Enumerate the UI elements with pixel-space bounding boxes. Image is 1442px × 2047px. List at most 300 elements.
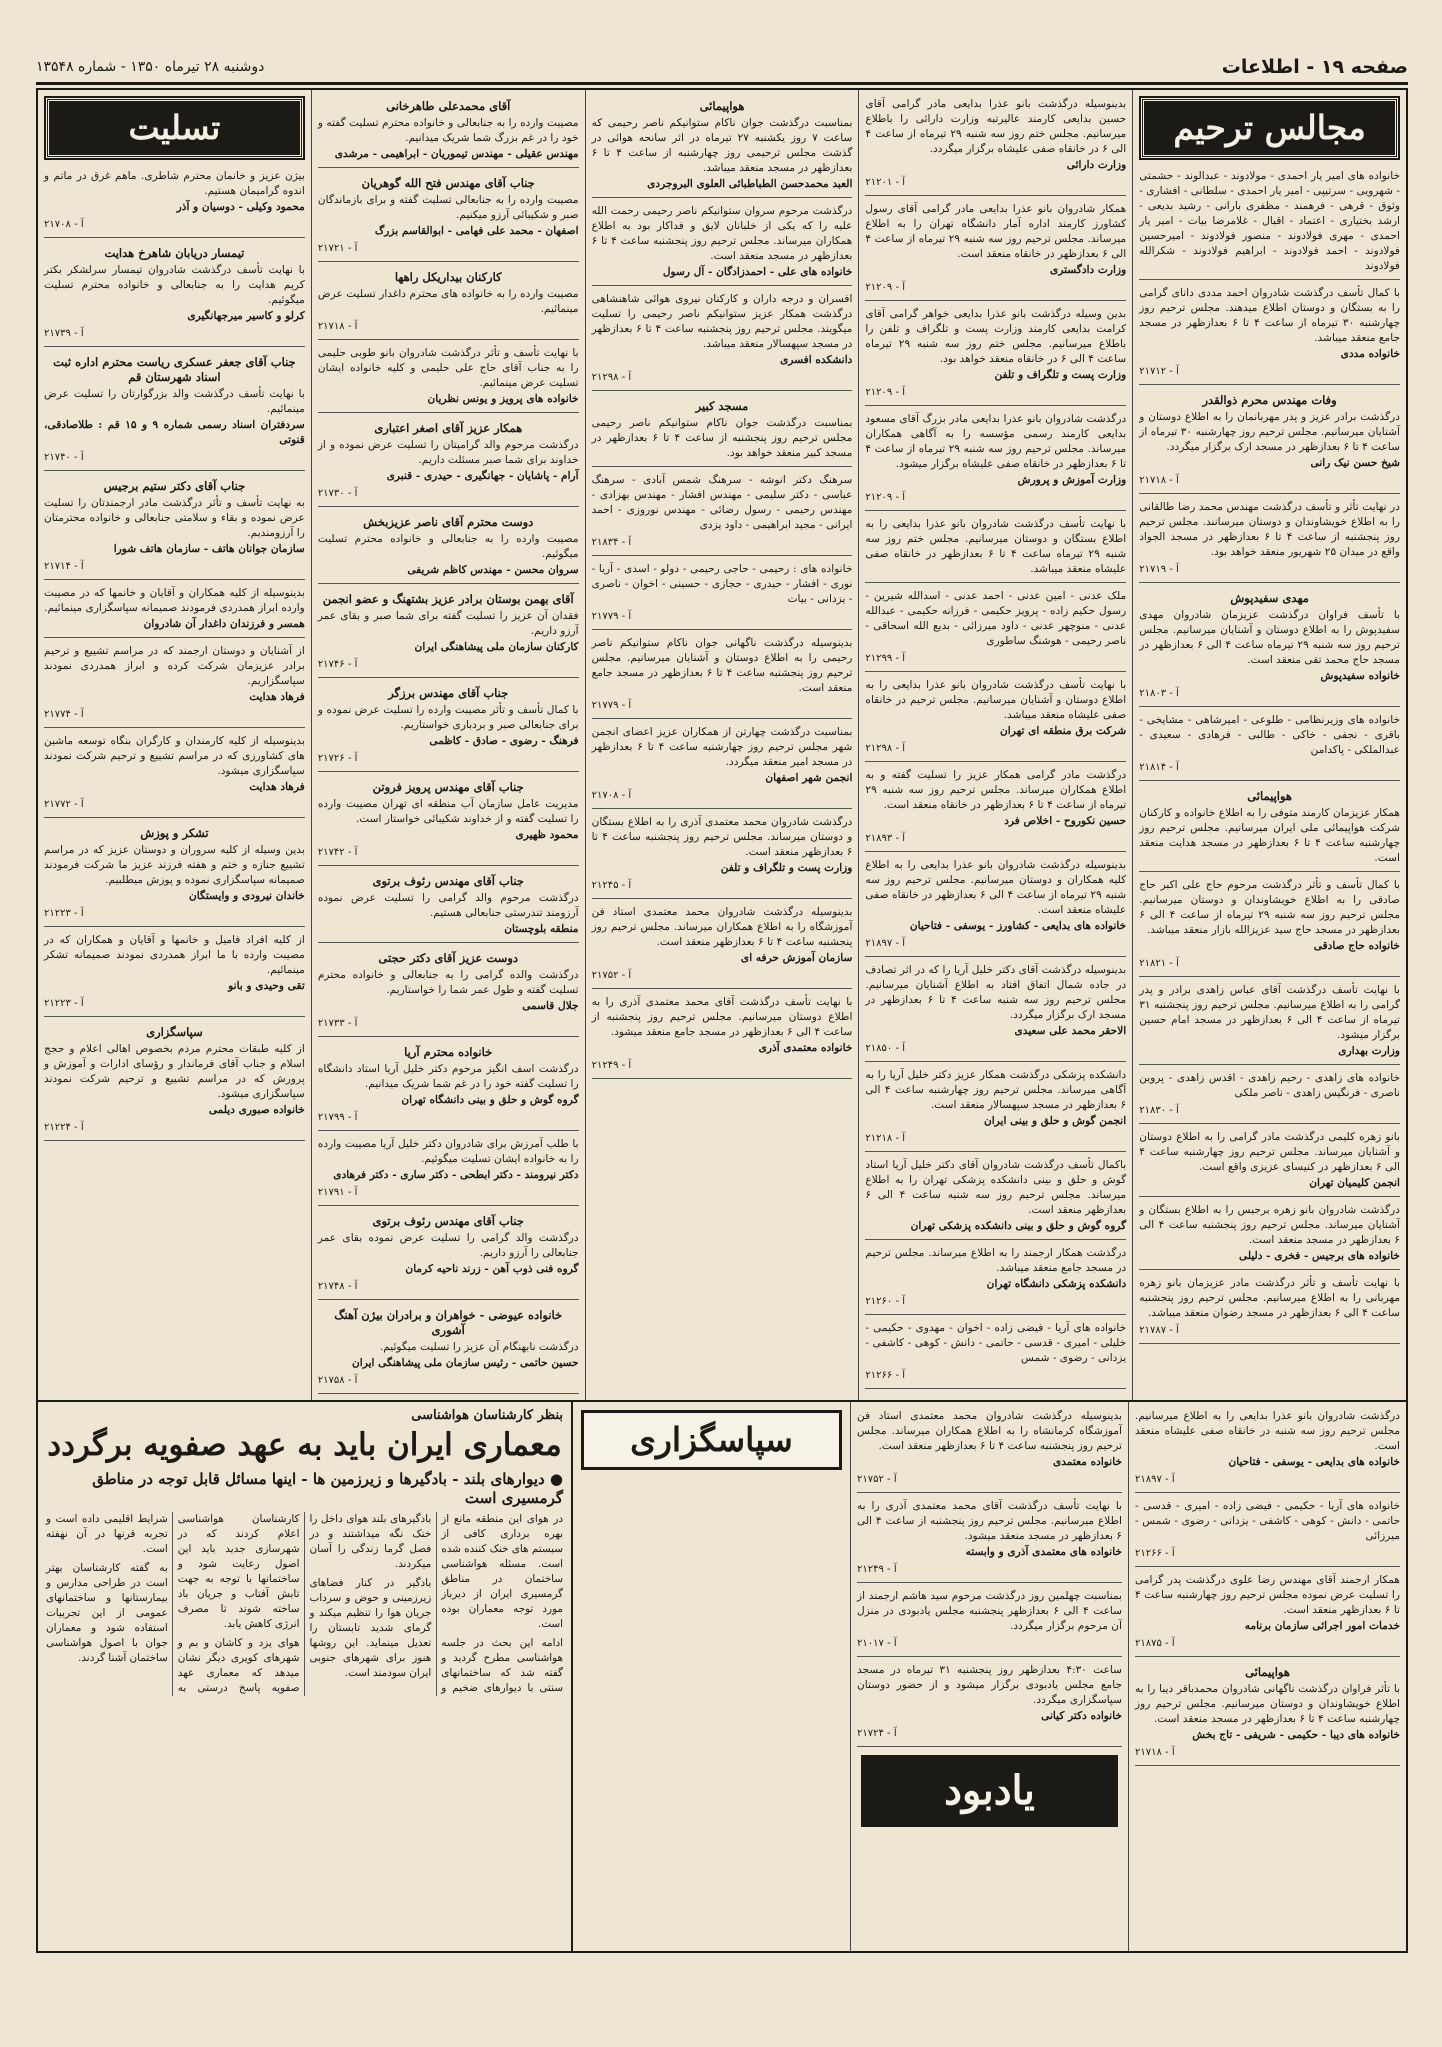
notice-signature: وزارت بهداری (1338, 1045, 1400, 1057)
bottom-columns (573, 1402, 1406, 1951)
notice-title: خانواده محترم آریا (404, 1045, 493, 1059)
notice (865, 1243, 1126, 1315)
notice-signature: خانواده مددی (1340, 348, 1400, 360)
notice-body: مصیبت وارده را به جنابعالی و خانواده محترم تسلیت گفته و خود را در غم بزرگ شما شریک میدانیم. (317, 117, 579, 144)
column-2-notices (865, 94, 1126, 1389)
notice-body: بدینوسیله درگذشت شادروان محمد معتمدی استاد فن آموزشگاه را به اطلاع همکاران میرساند. مجلس ترحیم روز پنجشنبه ساعت ۴ تا ۶ بعدازظهر منعقد است. (591, 906, 853, 948)
notice-signature: خانواده صبوری دیلمی (208, 1104, 305, 1116)
notice-code: آ - ۲۱۷۵۲ (857, 1474, 897, 1485)
notice (1139, 1200, 1400, 1270)
notice-code: آ - ۲۱۷۳۳ (317, 1018, 358, 1029)
notice (318, 1303, 579, 1394)
notice (592, 633, 853, 719)
article-paragraph: در هوای این منطقه مانع از بهره برداری کافی از سیستم های خنک کننده شده است. مسئله هواشناسی ساختمان در مناطق گرمسیری ایران از دیرباز مورد توجه معماران بوده است. (441, 1513, 563, 1630)
notice-code: آ - ۲۱۸۲۱ (1139, 958, 1179, 969)
notice-code: آ - ۲۱۷۴۰ (44, 452, 84, 463)
notice-code: آ - ۲۱۷۲۱ (317, 243, 358, 254)
notice (1139, 283, 1400, 385)
notice-signature: گروه گوش و حلق و بینی دانشگاه تهران (401, 1094, 579, 1106)
notice (1139, 710, 1400, 781)
notice-body: درگذشت مرحوم والد گرامی را تسلیت عرض نموده آرزومند تندرستی جنابعالی هستیم. (317, 892, 579, 919)
notice-code: آ - ۲۱۲۰۱ (865, 177, 906, 188)
notice (44, 821, 305, 927)
notice-title: آقای بهمن بوستان برادر عزیز بشتهنگ و عضو انجمن (322, 592, 574, 606)
column-5 (38, 90, 311, 1400)
notice-signature: خانواده سفیدپوش (1320, 670, 1400, 682)
notice-code: آ - ۲۱۲۱۸ (865, 1133, 906, 1144)
notice-body: درگذشت والده گرامی را به جنابعالی و خانواده محترم تسلیت گفته و طول عمر شما را خواستاریم. (317, 969, 579, 996)
page-frame (36, 88, 1408, 1953)
notice-code: آ - ۲۱۸۵۰ (865, 1043, 906, 1054)
notice-body: بمناسبت درگذشت جوان ناکام ستوانیکم ناصر رحیمی که ساعت ۷ روز یکشنبه ۲۷ تیرماه در اثر سانحه هوائی در گذشت مجلس ترحیمی روز چهارشنبه از ساعت ۴ تا ۶ بعدازظهر در مسجد منعقد میباشد. (591, 117, 853, 174)
notice-title: هواپیمائی (699, 99, 745, 113)
notice-code: آ - ۲۱۲۲۴ (44, 1122, 84, 1133)
notice-signature: منطقه بلوچستان (504, 923, 579, 935)
notice-signature: وزارت پست و تلگراف و تلفن (720, 862, 853, 874)
notice (865, 94, 1126, 196)
notice (865, 1318, 1126, 1389)
notice (592, 94, 853, 198)
notice (865, 1065, 1126, 1152)
column-1-notices (1139, 166, 1400, 1344)
notice-signature: کارکنان سازمان ملی پیشاهنگی ایران (414, 641, 579, 653)
notice-code: آ - ۲۱۸۱۴ (1139, 762, 1179, 773)
notice-signature: خانواده های برجیس - فخری - دلیلی (1238, 1250, 1400, 1262)
notice (865, 960, 1126, 1062)
notice (318, 265, 579, 340)
notice-signature: وزارت پست و تلگراف و تلفن (994, 369, 1127, 381)
notice-body: درگذشت شادروان بانو زهره برجیس را به اطلاع بستگان و آشنایان میرساند. مجلس ترحیم روز پنجشنبه ساعت ۴ الی ۶ بعدازظهر در مسجد منعقد است. (1139, 1204, 1400, 1246)
notice-signature: خانواده های علی - احمدزادگان - آل رسول (662, 266, 853, 278)
notice-body: در نهایت تأثر و تأسف درگذشت مهندس محمد رضا طالقانی را به اطلاع خویشاوندان و دوستان میرسانند. مجلس ترحیم روز پنجشنبه از ساعت ۴ تا ۶ بعدازظهر در مسجد الجواد واقع در میدان ۲۵ شهریور منعقد خواهد بود. (1139, 501, 1400, 558)
notice-body: با تأسف فراوان درگذشت عزیزمان شادروان مهدی سفیدپوش را به اطلاع دوستان و آشنایان میرسانیم. مجلس ترحیم روز سه شنبه ۲۹ تیرماه ساعت ۴ الی ۶ بعدازظهر در مسجد حاج محمد تقی منعقد است. (1139, 609, 1400, 666)
notice-body: افسران و درجه داران و کارکنان نیروی هوائی شاهنشاهی درگذشت همکار عزیز ستوانیکم ناصر رحیمی را تسلیت میگویند. مجلس ترحیم روز پنجشنبه ساعت ۴ تا ۶ بعدازظهر در مسجد سپهسالار منعقد میباشد. (591, 293, 853, 350)
notice-body: بدینوسیله از کلیه کارمندان و کارگران بنگاه توسعه ماشین های کشاورزی که در مراسم تشییع و ترحیم شرکت نمودند سپاسگزاری میشود. (44, 735, 305, 777)
notice-body: درگذشت مرحوم سروان ستوانیکم ناصر رحیمی رحمت الله علیه را که یکی از خلبانان لایق و فداکار بود به اطلاع همکاران میرساند. مجلس ترحیم روز پنجشنبه ساعت ۴ تا ۶ بعدازظهر در مسجد منعقد است. (591, 205, 853, 262)
article-paragraph: هوای یزد و کاشان و بم و شهرهای کویری دیگر نشان میدهد که معماری عهد صفویه پاسخ درستی به شرایط اقلیمی داده است و تجربه قرنها در آن نهفته است. (46, 1513, 300, 1694)
notice-code: آ - ۲۱۲۶۰ (865, 1296, 906, 1307)
notice (865, 675, 1126, 762)
notice-signature: سازمان جوانان هاتف - سازمان هاتف شورا (113, 543, 305, 555)
notice-signature: خانواده حاج صادقی (1313, 940, 1400, 952)
notice-body: ملک عدنی - امین عدنی - احمد عدنی - اسدالله شیرین - رسول حکیم زاده - پرویز حکیمی - فرزانه حکیمی - عبدالله عدنی - منوچهر عدنی - داود میرزائی - بدیع الله اسحاقی - ناصر رحیمی - هوشنگ ساطوری (865, 590, 1127, 647)
notice-title: تیمسار دریابان شاهرخ هدایت (104, 246, 245, 260)
notice-title: جناب آقای مهندس رئوف برتوی (372, 1214, 524, 1228)
notice-signature: گروه گوش و حلق و بینی دانشکده پزشکی تهران (910, 1220, 1127, 1232)
notice (865, 855, 1126, 957)
notice-body: بدینوسیله درگذشت شادروان بانو عذرا بدایعی را به اطلاع کلیه همکاران و دوستان میرسانیم. مجلس ترحیم روز سه شنبه ۲۹ تیرماه از ساعت ۴ الی ۶ بعدازظهر در خانقاه صفی علیشاه منعقد است. (865, 859, 1127, 916)
notice-code: آ - ۲۱۲۹۸ (865, 743, 906, 754)
notice-body: درگذشت برادر عزیز و پدر مهربانمان را به اطلاع دوستان و آشنایان میرسانیم. مجلس ترحیم روز چهارشنبه ۳۰ تیرماه از ساعت ۴ تا ۶ بعدازظهر در مسجد ارک برگزار میگردد. (1139, 411, 1400, 453)
notice-signature: العبد محمدحسن الطباطبائی العلوی البروجردی (647, 178, 853, 190)
bottom-column-1-notices (1135, 1406, 1400, 1766)
top-columns (38, 90, 1406, 1400)
column-3-notices (592, 94, 853, 1079)
notice (1135, 1496, 1400, 1567)
notice-signature: گروه فنی ذوب آهن - زرند ناحیه کرمان (405, 1263, 579, 1275)
column-5-notices (44, 166, 305, 1141)
notice-body: با کمال تأسف و تأثر درگذشت مرحوم حاج علی اکبر حاج صادقی را به اطلاع خویشاوندان و دوستان میرسانیم. مجلس ترحیم روز سه شنبه ۲۹ تیرماه از ساعت ۴ الی ۶ بعدازظهر در مسجد حاج سید عزیزالله بازار منعقد میباشد. (1139, 879, 1400, 936)
notice-code: آ - ۲۱۸۳۴ (591, 537, 632, 548)
notice-code: آ - ۲۱۲۲۳ (44, 908, 84, 919)
notice-body: با نهایت تأسف و تأثر درگذشت مادر عزیزمان بانو زهره مهربانی را به اطلاع میرسانیم. مجلس ترحیم روز پنجشنبه ساعت ۴ الی ۶ بعدازظهر در مسجد رضوان منعقد میباشد. (1139, 1277, 1400, 1319)
notice-signature: انجمن کلیمیان تهران (1309, 1177, 1400, 1189)
notice-body: با نهایت تأسف درگذشت شادروان بانو عذرا بدایعی را به اطلاع بستگان و دوستان میرسانیم. مجلس ختم روز سه شنبه ۲۹ تیرماه ساعت ۴ تا ۶ بعدازظهر در خانقاه صفی علیشاه منعقد میباشد. (865, 518, 1127, 575)
notice (44, 1020, 305, 1141)
notice-body: با نهایت تأسف و تأثر درگذشت شادروان بانو طوبی حلیمی را به جناب آقای حاج علی حلیمی و کلیه خانواده ایشان تسلیت عرض مینمائیم. (317, 347, 579, 389)
notice-body: خانواده های وزیرنظامی - طلوعی - امیرشاهی - مشایخی - باقری - نجفی - خاکی - طالبی - فرهادی - سعیدی - عبدالملکی - پاکدامن (1139, 714, 1400, 756)
notice-body: با نهایت تأسف درگذشت شادروان بانو عذرا بدایعی را به اطلاع دوستان و آشنایان میرسانیم. مجلس ترحیم در خانقاه صفی علیشاه منعقد میباشد. (865, 679, 1127, 721)
notice (1139, 388, 1400, 494)
notice-body: بمناسبت درگذشت جوان ناکام ستوانیکم ناصر رحیمی مجلس ترحیم روز پنجشنبه از ساعت ۴ تا ۶ بعدازظهر در مسجد کبیر منعقد خواهد بود. (591, 417, 853, 459)
article-kicker: بنظر کارشناسان هواشناسی (411, 1408, 563, 1423)
notice-code: آ - ۲۱۲۲۳ (44, 998, 84, 1009)
bottom-column-2 (850, 1402, 1128, 1951)
notice-title: جناب آقای مهندس برزگر (388, 686, 509, 700)
notice-body: سرهنگ دکتر انوشه - سرهنگ شمس آبادی - سرهنگ عباسی - دکتر سلیمی - مهندس افشار - مهندس بهزادی - مهندس رحیمی - رسول رضائی - مهندس نوروزی - احمد ایرانی - مجید ابراهیمی - داود یزدی (591, 474, 853, 531)
notice (44, 583, 305, 638)
notice-code: آ - ۲۱۲۰۹ (865, 282, 906, 293)
notice (318, 1209, 579, 1300)
notice-signature: وزارت دادگستری (1050, 264, 1127, 276)
bottom-column-3 (573, 1402, 850, 1951)
notice-body: بدینوسیله درگذشت بانو عذرا بدایعی مادر گرامی آقای حسین بدایعی کارمند عالیرتبه وزارت دارائی را باطلاع میرسانیم. مجلس ختم روز سه شنبه ۲۹ تیرماه از ساعت ۴ الی ۶ در خانقاه صفی علیشاه برگزار میگردد. (865, 98, 1127, 155)
notice-signature: خانواده معتمدی آذری (758, 1042, 853, 1054)
notice (592, 902, 853, 989)
notice (865, 765, 1126, 852)
notice-body: دانشکده پزشکی درگذشت همکار عزیز دکتر خلیل آریا را به آگاهی میرساند. مجلس ترحیم روز چهارشنبه ساعت ۴ الی ۶ بعدازظهر در مسجد سپهسالار منعقد است. (865, 1069, 1127, 1111)
notice-body: با کمال تأسف و تأثر مصیبت وارده را تسلیت عرض نموده و برای جنابعالی صبر و بردباری خواستاریم. (317, 704, 579, 731)
notice (44, 166, 305, 238)
notice-code: آ - ۲۱۷۹۱ (317, 1187, 358, 1198)
notice-title: جناب آقای جعفر عسکری ریاست محترم اداره ثبت اسناد شهرستان قم (53, 355, 296, 384)
notice-signature: وزارت دارائی (1066, 159, 1127, 171)
notice (865, 1155, 1126, 1240)
notice-body: بدینوسیله درگذشت آقای دکتر خلیل آریا را که در اثر تصادف در جاده شمال اتفاق افتاد به اطلاع آشنایان میرسانیم. مجلس ترحیم روز سه شنبه ساعت ۴ تا ۶ بعدازظهر در مسجد ارک برگزار میگردد. (865, 964, 1127, 1021)
notice-body: مصیبت وارده را به جنابعالی و خانواده محترم تسلیت میگوئیم. (317, 533, 579, 560)
notice-code: آ - ۲۱۷۲۶ (317, 753, 358, 764)
notice-signature: فرهاد هدایت (249, 691, 305, 703)
notice-title: دوست عزیز آقای دکتر حجتی (378, 951, 518, 965)
page-header (36, 52, 1408, 85)
notice-signature: تقی وحیدی و بانو (228, 980, 305, 992)
notice (1135, 1570, 1400, 1657)
notice (44, 731, 305, 818)
notice-code: آ - ۲۱۷۲۴ (857, 1728, 897, 1739)
notice-title: وفات مهندس محرم ذوالقدر (1202, 393, 1337, 407)
notice-code: آ - ۲۱۲۴۵ (591, 880, 632, 891)
notice-title: همکار عزیز آقای اصغر اعتباری (374, 421, 523, 435)
notice (318, 775, 579, 866)
notice-signature: فرهاد هدایت (249, 781, 305, 793)
notice-code: آ - ۲۱۷۳۹ (44, 328, 84, 339)
notice-body: درگذشت شادروان بانو عذرا بدایعی را به اطلاع میرسانیم. مجلس ترحیم روز سه شنبه در خانقاه صفی علیشاه منعقد است. (1135, 1410, 1400, 1452)
notice (1139, 980, 1400, 1065)
notice-signature: خانواده های بدایعی - کشاورز - یوسفی - فتاحیان (909, 920, 1127, 932)
notice-body: همکار عزیزمان کارمند متوفی را به اطلاع خانواده و کارکنان شرکت هواپیمائی ملی ایران میرسانیم. مجلس ترحیم روز چهارشنبه ساعت ۴ تا ۶ بعدازظهر در مسجد هدایت منعقد است. (1139, 807, 1400, 864)
notice (865, 586, 1126, 672)
notice-body: مصیبت وارده را به خانواده های محترم داغدار تسلیت عرض مینمائیم. (317, 288, 579, 315)
notice-body: مدیریت عامل سازمان آب منطقه ای تهران مصیبت وارده را تسلیت گفته و از خداوند شکیبائی خواستار است. (317, 798, 579, 825)
notice (44, 241, 305, 347)
notice (318, 171, 579, 262)
notice-title: جناب آقای دکتر ستیم برجیس (103, 479, 246, 493)
notice-code: آ - ۲۱۷۳۰ (317, 488, 358, 499)
notice-signature: حسین حاتمی - رئیس سازمان ملی پیشاهنگی ایران (352, 1357, 579, 1369)
notice-signature: فرهنگ - رضوی - صادق - کاظمی (429, 735, 579, 747)
notice-title: خانواده عیوضی - خواهران و برادران بیژن آهنگ آشوری (334, 1308, 563, 1337)
notice-body: درگذشت اسف انگیز مرحوم دکتر خلیل آریا استاد دانشگاه را تسلیت گفته خود را در غم شما شریک میدانیم. (317, 1063, 579, 1090)
notice (318, 946, 579, 1037)
notice-body: از کلیه افراد فامیل و خانمها و آقایان و همکاران که در مصیبت وارده با ما ابراز همدردی نمودند صمیمانه تشکر مینمائیم. (44, 934, 305, 976)
notice (857, 1496, 1122, 1583)
notice-signature: کرلو و کاسیر میرجهانگیری (187, 310, 305, 322)
notice-signature: انجمن شهر اصفهان (765, 772, 853, 784)
article-paragraph: بادگیر در کنار فضاهای زیرزمینی و حوض و سرداب جریان هوا را تنظیم میکند و گرمای شدید تابستان را تعدیل مینماید. این روشها هنوز برای شهرهای جنوبی ایران سودمند است. (309, 1577, 432, 1679)
notice-signature: انجمن گوش و حلق و بینی ایران (983, 1115, 1127, 1127)
notice-signature: محمود ظهیری (515, 829, 579, 841)
notice-signature: شیخ حسن نیک رانی (1310, 457, 1400, 469)
notice-title: کارکنان بیداریکل راهها (394, 270, 502, 284)
yadbood-banner: یادبود (861, 1755, 1118, 1827)
notice-body: با طلب آمرزش برای شادروان دکتر خلیل آریا مصیبت وارده را به خانواده ایشان تسلیت میگوئیم. (317, 1138, 579, 1165)
notice-title: جناب آقای مهندس فتح الله گوهریان (361, 176, 535, 190)
notice-code: آ - ۲۱۸۰۳ (1139, 688, 1179, 699)
notice-body: با نهایت تأسف درگذشت آقای عباس زاهدی برادر و پدر گرامی را به اطلاع میرسانیم. مجلس ترحیم روز پنجشنبه ۳۱ تیرماه از ساعت ۴ الی ۶ بعدازظهر در مسجد امام حسین برگزار میشود. (1139, 984, 1400, 1041)
notice-code: آ - ۲۱۷۴۸ (317, 1281, 358, 1292)
notice (857, 1660, 1122, 1747)
notice-code: آ - ۲۱۷۰۸ (591, 790, 632, 801)
notice-code: آ - ۲۱۰۱۷ (857, 1638, 897, 1649)
notice (1139, 497, 1400, 583)
notice (318, 416, 579, 507)
notice-body: با نهایت تأسف درگذشت شادروان تیمسار سرلشکر بکتر کریم هدایت را به جنابعالی و خانواده محترم تسلیت میگوئیم. (44, 264, 305, 306)
notice-signature: الاحقر محمد علی سعیدی (1014, 1025, 1127, 1037)
bottom-section (38, 1400, 1406, 1951)
notice-code: آ - ۲۱۷۱۲ (1139, 366, 1179, 377)
notice-code: آ - ۲۱۷۵۲ (591, 970, 632, 981)
notice-code: آ - ۲۱۲۶۶ (865, 1370, 906, 1381)
notice-code: آ - ۲۱۷۱۸ (317, 321, 358, 332)
notice-code: آ - ۲۱۷۸۷ (1139, 1325, 1179, 1336)
notice-code: آ - ۲۱۷۰۸ (44, 219, 84, 230)
notice-body: خانواده های آریا - فیضی زاده - اخوان - مهدوی - حکیمی - خلیلی - امیری - قدسی - حاتمی - دانش - کوهی - کاشفی - یزدانی - رضوی - شمس (865, 1322, 1127, 1364)
notice (318, 681, 579, 772)
notice-body: با تأثر فراوان درگذشت ناگهانی شادروان محمدباقر دیبا را به اطلاع خویشاوندان و دوستان میرسانیم. مجلس ترحیم روز چهارشنبه ساعت ۴ تا ۶ بعدازظهر در مسجد منعقد است. (1135, 1683, 1400, 1725)
notice (1139, 586, 1400, 707)
bottom-column-1 (1128, 1402, 1406, 1951)
notice (592, 201, 853, 286)
notice (592, 289, 853, 391)
taslit-banner: تسلیت (46, 98, 303, 158)
notice-body: با نهایت تأسف درگذشت آقای محمد معتمدی آذری را به اطلاع میرسانیم. مجلس ترحیم روز پنجشنبه از ساعت ۴ الی ۶ بعدازظهر در مسجد منعقد میشود. (857, 1500, 1123, 1542)
notice-code: آ - ۲۱۲۴۹ (591, 1060, 632, 1071)
notice-code: آ - ۲۱۸۹۷ (1135, 1474, 1175, 1485)
notice-body: همکار ارجمند آقای مهندس رضا علوی درگذشت پدر گرامی را تسلیت عرض نموده مجلس ترحیم روز چهارشنبه ساعت ۴ تا ۶ بعدازظهر منعقد است. (1135, 1574, 1400, 1616)
notice-body: فقدان آن عزیز را تسلیت گفته برای شما صبر و بقای عمر آرزو داریم. (317, 610, 579, 637)
notice-signature: آرام - پاشایان - جهانگیری - حیدری - قنبری (386, 470, 579, 482)
notice-signature: خانواده های پرویز و یونس نظریان (427, 393, 579, 405)
notice-body: به نهایت تأسف و تأثر درگذشت مادر ارجمندتان را تسلیت عرض نموده و بقاء و سلامتی جنابعالی و خانواده محترمتان را آرزومندیم. (44, 497, 305, 539)
notice-body: درگذشت والد گرامی را تسلیت عرض نموده بقای عمر جنابعالی را آرزو داریم. (317, 1232, 579, 1259)
notice-body: بیژن عزیز و خانمان محترم شاطری. ماهم غرق در ماتم و اندوه گرامیمان هستیم. (44, 170, 305, 197)
notice-code: آ - ۲۱۷۷۹ (591, 700, 632, 711)
article-subhead: ● دیوارهای بلند - بادگیرها و زیرزمین ها - اینها مسائل قابل توجه در مناطق گرمسیری است (92, 1470, 563, 1507)
notice-code: آ - ۲۱۷۴۶ (317, 659, 358, 670)
notice-body: بدین وسیله درگذشت بانو عذرا بدایعی خواهر گرامی آقای کرامت بدایعی کارمند وزارت پست و تلگراف و تلفن را باطلاع میرسانیم. مجلس ختم روز سه شنبه ۲۹ تیرماه ساعت ۴ الی ۶ در خانقاه منعقد خواهد بود. (865, 308, 1127, 365)
notice-signature: مهندس عقیلی - مهندس تیموریان - ابراهیمی - مرشدی (334, 148, 579, 160)
notice (592, 470, 853, 556)
notice (592, 559, 853, 630)
notice-body: مصیبت وارده را به جنابعالی تسلیت گفته و برای بازماندگان صبر و شکیبائی آرزو میکنیم. (317, 194, 579, 221)
notice-signature: اصفهان - محمد علی فهامی - ابوالقاسم بزرگ (374, 225, 579, 237)
notice-body: بدینوسیله درگذشت ناگهانی جوان ناکام ستوانیکم ناصر رحیمی را به اطلاع دوستان و آشنایان میرسانیم. مجلس ترحیم روز پنجشنبه ساعت ۴ تا ۶ بعدازظهر در مسجد جامع منعقد است. (591, 637, 853, 694)
notice-signature: دانشکده افسری (780, 354, 853, 366)
notice (318, 1134, 579, 1206)
notice-body: خانواده های آریا - حکیمی - فیضی زاده - امیری - قدسی - حاتمی - دانش - کوهی - کاشفی - یزدانی - رضوی - شمس - میرزائی (1135, 1500, 1400, 1542)
architecture-article (38, 1402, 573, 1951)
notice-title: جناب آقای مهندس رئوف برتوی (372, 874, 524, 888)
notice-code: آ - ۲۱۷۷۲ (44, 799, 84, 810)
notice (1139, 166, 1400, 280)
notice (1139, 875, 1400, 977)
sepas-banner: سپاسگزاری (581, 1410, 842, 1470)
notice-code: آ - ۲۱۲۰۹ (865, 387, 906, 398)
notice-body: باکمال تأسف درگذشت شادروان آقای دکتر خلیل آریا استاد گوش و حلق و بینی دانشکده پزشکی تهران را به اطلاع میرساند. مجلس ترحیم روز سه شنبه ساعت ۴ الی ۶ بعدازظهر منعقد است. (865, 1159, 1127, 1216)
page-label: صفحه ۱۹ - اطلاعات (1221, 56, 1408, 78)
notice-signature: حسین نکوروح - اخلاص فرد (1004, 815, 1127, 827)
notice-body: ساعت ۴:۳۰ بعدازظهر روز پنجشنبه ۳۱ تیرماه در مسجد جامع مجلس یادبودی برگزار میشود و از حضور دوستان سپاسگزاری میگردد. (857, 1664, 1122, 1706)
notice-code: آ - ۲۱۷۴۲ (317, 847, 358, 858)
notice-code: آ - ۲۱۷۱۴ (44, 561, 84, 572)
article-paragraph: به گفته کارشناسان بهتر است در طراحی مدارس و بیمارستانها و ساختمانهای عمومی از این تجربیات استفاده شود و معماران جوان با اصول هواشناسی ساختمان آشنا گردند. (46, 1562, 168, 1664)
notice-body: بمناسبت درگذشت چهارتن از همکاران عزیز اعضای انجمن شهر مجلس ترحیم روز چهارشنبه ساعت ۴ تا ۶ بعدازظهر در مسجد امیر منعقد میگردد. (591, 726, 853, 768)
notice-signature: سازمان آموزش حرفه ای (740, 952, 853, 964)
notice-signature: دکتر نیرومند - دکتر ابطحی - دکتر ساری - دکتر فرهادی (333, 1169, 579, 1181)
notice-body: خانواده های : رحیمی - حاجی رحیمی - دولو - اسدی - آریا - نوری - افشار - حیدری - حجازی - حسینی - اخوان - ناصری - یزدانی - بیات (591, 563, 853, 605)
notice (592, 722, 853, 809)
notice-code: آ - ۲۱۲۶۶ (1135, 1548, 1175, 1559)
notice-title: جناب آقای مهندس پرویز فروتن (372, 780, 524, 794)
notice-title: هواپیمائی (1247, 789, 1292, 803)
majlis-banner: مجالس ترحیم (1141, 98, 1398, 158)
column-2 (858, 90, 1132, 1400)
notice-body: با نهایت تأسف درگذشت آقای محمد معتمدی آذری را به اطلاع دوستان میرسانیم. مجلس ترحیم روز پنجشنبه از ساعت ۴ الی ۶ بعدازظهر در مسجد جامع منعقد میشود. (591, 996, 853, 1038)
notice-body: درگذشت مادر گرامی همکار عزیز را تسلیت گفته و به اطلاع همکاران میرساند. مجلس ترحیم روز سه شنبه ۲۹ تیرماه از ساعت ۴ تا ۶ بعدازظهر در خانقاه منعقد است. (865, 769, 1127, 811)
notice-code: آ - ۲۱۲۹۹ (865, 653, 906, 664)
notice-signature: خانواده های بدایعی - یوسفی - فتاحیان (1228, 1456, 1400, 1468)
notice-title: آقای محمدعلی طاهرخانی (386, 99, 511, 113)
notice-code: آ - ۲۱۷۹۹ (317, 1112, 358, 1123)
column-4 (311, 90, 585, 1400)
notice (318, 510, 579, 584)
notice-code: آ - ۲۱۸۹۷ (865, 938, 906, 949)
notice-body: خانواده های امیر یار احمدی - مولادوند - عبدالوند - حشمتی - شهرویی - سرتیپی - امیر یار احمدی - سلطانی - افشاری - وثوق - قرهی - فرهمند - مظفری بارانی - رشید بدیعی - ارشد بختیاری - اعتماد - اقبال - غلامرضا بیات - امیر یار احمدی - مهری فولادوند - منصور فولادوند - امیرحسین فولادوند - احمد فولادوند - ابراهیم فولادوند - شکرالله فولادوند (1139, 170, 1400, 272)
notice (44, 641, 305, 728)
notice-signature: شرکت برق منطقه ای تهران (1000, 725, 1127, 737)
notice-body: درگذشت مرحوم والد گرامیتان را تسلیت عرض نموده و از خداوند برای شما صبر مسئلت داریم. (317, 439, 579, 466)
article-body (46, 1512, 563, 1696)
notice-signature: وزارت آموزش و پرورش (1017, 474, 1127, 486)
bottom-column-2-notices (857, 1406, 1122, 1747)
notice-code: آ - ۲۱۷۱۸ (1139, 475, 1179, 486)
column-1 (1132, 90, 1406, 1400)
notice (318, 869, 579, 943)
notice-signature: محمود وکیلی - دوسیان و آذر (176, 201, 305, 213)
notice-body: بمناسبت چهلمین روز درگذشت مرحوم سید هاشم ارجمند از ساعت ۴ الی ۶ بعدازظهر پنجشنبه مجلس یادبودی در منزل آن مرحوم برگزار میگردد. (857, 1590, 1122, 1632)
notice (1139, 1127, 1400, 1197)
notice-code: آ - ۲۱۷۱۸ (1135, 1747, 1175, 1758)
notice-body: درگذشت شادروان بانو عذرا بدایعی مادر بزرگ آقای مسعود بدایعی کارمند رسمی مؤسسه را به آگاهی همکاران میرساند. مجلس ترحیم روز سه شنبه ۲۹ تیرماه از ساعت ۴ تا ۶ بعدازظهر در خانقاه صفی علیشاه برگزار میشود. (865, 413, 1127, 470)
notice-signature: خانواده دکتر کیانی (1041, 1710, 1122, 1722)
notice-code: آ - ۲۱۲۹۸ (591, 372, 632, 383)
notice (1139, 784, 1400, 872)
notice-code: آ - ۲۱۲۰۹ (865, 492, 906, 503)
notice-title: مسجد کبیر (695, 399, 749, 413)
article-paragraph: کارشناسان هواشناسی اعلام کردند که در شهرسازی جدید باید این اصول رعایت شود و ساختمانها با توجه به جهت تابش آفتاب و جریان باد ساخته شوند تا مصرف انرژی کاهش یابد. (177, 1513, 300, 1630)
notice (318, 94, 579, 168)
notice-code: آ - ۲۱۷۵۸ (317, 1375, 358, 1386)
notice-code: آ - ۲۱۷۷۴ (44, 709, 84, 720)
notice-body: از آشنایان و دوستان ارجمند که در مراسم تشییع و ترحیم برادر عزیزمان شرکت کرده و ابراز همدردی نمودند سپاسگزاریم. (44, 645, 305, 687)
notice (592, 812, 853, 899)
notice-signature: دانشکده پزشکی دانشگاه تهران (986, 1278, 1127, 1290)
notice-signature: سروان محسن - مهندس کاظم شریفی (407, 564, 579, 576)
notice-signature: خانواده های دیبا - حکیمی - شریفی - تاج بخش (1192, 1729, 1400, 1741)
notice (44, 350, 305, 471)
notice-body: بدینوسیله درگذشت شادروان محمد معتمدی استاد فن آموزشگاه کرمانشاه را به اطلاع همکاران میرساند. مجلس ترحیم روز پنجشنبه ساعت ۴ تا ۶ بعدازظهر منعقد است. (857, 1410, 1122, 1452)
notice-body: همکار شادروان بانو عذرا بدایعی مادر گرامی آقای رسول کشاورز کارمند اداره آمار دانشگاه تهران را به اطلاع میرساند. مجلس ترحیم روز سه شنبه ۲۹ تیرماه از ساعت ۴ الی ۶ بعدازظهر در خانقاه منعقد است. (865, 203, 1127, 260)
article-headline: معماری ایران باید به عهد صفویه برگردد (47, 1427, 562, 1463)
notice-signature: خانواده معتمدی (1052, 1456, 1122, 1468)
notice-body: با کمال تأسف درگذشت شادروان احمد مددی دانای گرامی را به بستگان و دوستان اطلاع میدهند. مجلس ترحیم روز چهارشنبه ۳۰ تیرماه از ساعت ۴ تا ۶ بعدازظهر در مسجد جامع منعقد میباشد. (1139, 287, 1400, 344)
notice-title: مهدی سفیدپوش (1230, 591, 1309, 605)
notice-signature: خدمات امور اجرائی سازمان برنامه (1244, 1620, 1400, 1632)
notice (592, 992, 853, 1079)
notice-title: دوست محترم آقای ناصر عزیزبخش (363, 515, 534, 529)
issue-line: دوشنبه ۲۸ تیرماه ۱۳۵۰ - شماره ۱۳۵۴۸ (36, 59, 265, 75)
notice-body: درگذشت نابهنگام آن عزیز را تسلیت میگوئیم. (379, 1341, 579, 1353)
article-paragraph: ادامه این بحث در جلسه هواشناسی مطرح گردید و گفته شد که ساختمانهای سنتی با دیوارهای ضخیم و بادگیرهای بلند هوای داخل را خنک نگه میداشتند و در فصل گرما زندگی را آسان میکردند. (309, 1513, 563, 1694)
notice (592, 394, 853, 467)
notice (857, 1406, 1122, 1493)
notice-code: آ - ۲۱۸۷۵ (1135, 1638, 1175, 1649)
notice-body: از کلیه طبقات محترم مردم بخصوص اهالی اعلام و حجج اسلام و جناب آقای فرماندار و رؤسای ادارات و آموزش و پرورش که در مراسم تشییع و ترحیم شرکت نمودند سپاسگزاری میشود. (44, 1043, 305, 1100)
notice-body: درگذشت شادروان محمد معتمدی آذری را به اطلاع بستگان و دوستان میرساند. مجلس ترحیم روز پنجشنبه ساعت ۴ تا ۶ بعدازظهر منعقد است. (591, 816, 853, 858)
notice-signature: سردفتران اسناد رسمی شماره ۹ و ۱۵ قم : طلاصادقی، قنوتی (44, 419, 305, 446)
notice-title: هواپیمائی (1245, 1665, 1290, 1679)
notice (318, 587, 579, 678)
notice-code: آ - ۲۱۸۳۰ (1139, 1105, 1179, 1116)
notice (1135, 1660, 1400, 1766)
notice (44, 930, 305, 1017)
notice-signature: خاندان نیرودی و وایستگان (188, 890, 305, 902)
notice (318, 1040, 579, 1131)
notice (865, 304, 1126, 406)
column-3 (585, 90, 859, 1400)
notice-code: آ - ۲۱۷۷۹ (591, 611, 632, 622)
notice-code: آ - ۲۱۷۱۹ (1139, 564, 1179, 575)
notice-code: آ - ۲۱۸۹۳ (865, 833, 906, 844)
notice (1135, 1406, 1400, 1493)
notice-body: درگذشت همکار ارجمند را به اطلاع میرساند. مجلس ترحیم در مسجد جامع منعقد میباشد. (865, 1247, 1127, 1274)
notice (1139, 1068, 1400, 1124)
notice (44, 474, 305, 580)
notice-body: خانواده های زاهدی - رحیم زاهدی - اقدس زاهدی - پروین ناصری - فرنگیس زاهدی - ناصر ملکی (1139, 1072, 1400, 1099)
notice-title: تشکر و پوزش (140, 826, 209, 840)
notice (865, 409, 1126, 511)
notice-body: بدین وسیله از کلیه سروران و دوستان عزیز که در مراسم تشییع جنازه و ختم و هفته فرزند عزیز ما شرکت فرمودند صمیمانه سپاسگزاری نموده و پوزش میطلبیم. (44, 844, 305, 886)
